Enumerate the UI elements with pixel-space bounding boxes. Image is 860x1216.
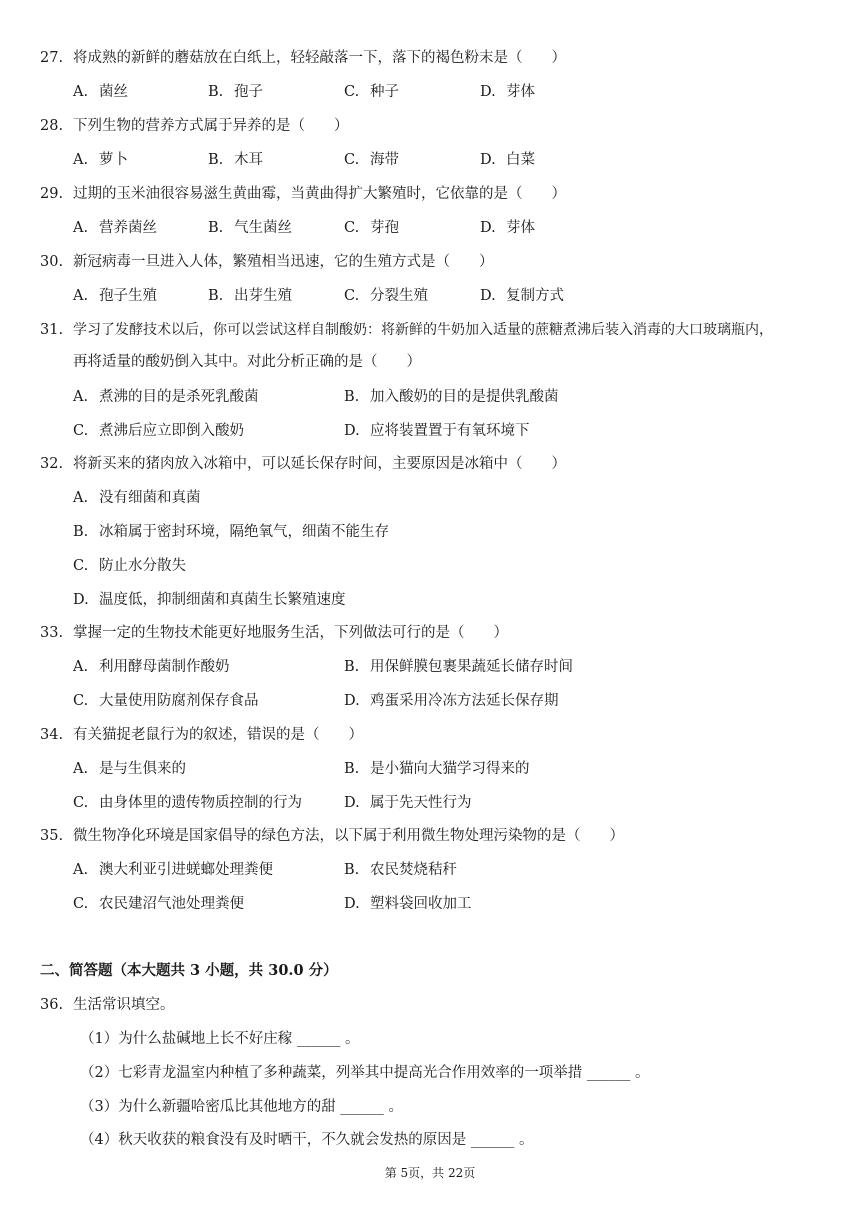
question-text: 下列生物的营养方式属于异养的是（ ）: [73, 118, 349, 134]
options-row: [0, 385, 860, 409]
options-row: [0, 520, 860, 544]
question-text: 学习了发酵技术以后，你可以尝试这样自制酸奶：将新鲜的牛奶加入适量的蔗糖煮沸后装入消毒的大口玻璃瓶内，: [73, 322, 773, 338]
sub-question-1: （1）为什么盐碱地上长不好庄稼 ______ 。: [80, 1031, 360, 1047]
option-a: A. 煮沸的目的是杀死乳酸菌: [73, 389, 259, 405]
option-b: B. 出芽生殖: [208, 288, 292, 304]
option-b: B. 加入酸奶的目的是提供乳酸菌: [344, 389, 559, 405]
question-number: 29.: [40, 186, 64, 202]
sub-question: [0, 1128, 860, 1152]
section-heading: [0, 959, 860, 983]
question-32: [0, 452, 860, 476]
option-d: D. 白菜: [480, 152, 535, 168]
option-c: C. 分裂生殖: [344, 288, 428, 304]
option-c: C. 由身体里的遗传物质控制的行为: [73, 795, 302, 811]
page-footer: 第 5页，共 22页: [384, 1166, 476, 1180]
option-d: D. 塑料袋回收加工: [344, 896, 472, 912]
section-title: 二、简答题（本大题共 3 小题，共 30.0 分）: [40, 962, 338, 979]
question-text: 有关猫捉老鼠行为的叙述，错误的是（ ）: [73, 727, 363, 743]
sub-question-3: （3）为什么新疆哈密瓜比其他地方的甜 ______ 。: [80, 1099, 403, 1115]
options-row: [0, 892, 860, 916]
options-row: [0, 284, 860, 308]
question-number: 27.: [40, 50, 64, 66]
question-29: [0, 182, 860, 206]
option-d: D. 复制方式: [480, 288, 564, 304]
option-b: B. 木耳: [208, 152, 263, 168]
options-row: [0, 791, 860, 815]
sub-question-2: （2）七彩青龙温室内种植了多种蔬菜，列举其中提高光合作用效率的一项举措 ______ 。: [80, 1065, 650, 1081]
options-row: [0, 689, 860, 713]
option-c: C. 芽孢: [344, 220, 399, 236]
question-text: 过期的玉米油很容易滋生黄曲霉，当黄曲得扩大繁殖时，它依靠的是（ ）: [73, 186, 566, 202]
options-row: [0, 80, 860, 104]
option-a: A. 澳大利亚引进蜣螂处理粪便: [73, 862, 273, 878]
question-number: 30.: [40, 254, 64, 270]
question-36: [0, 993, 860, 1017]
sub-question-4: （4）秋天收获的粮食没有及时晒干，不久就会发热的原因是 ______ 。: [80, 1132, 534, 1148]
question-text: 掌握一定的生物技术能更好地服务生活，下列做法可行的是（ ）: [73, 625, 508, 641]
option-d: D. 属于先天性行为: [344, 795, 472, 811]
option-a: A. 是与生俱来的: [73, 761, 186, 777]
option-d: D. 应将装置置于有氧环境下: [344, 423, 530, 439]
option-d: D. 芽体: [480, 220, 535, 236]
question-28: [0, 114, 860, 138]
options-row: [0, 757, 860, 781]
question-34: [0, 723, 860, 747]
question-number: 28.: [40, 118, 64, 134]
question-30: [0, 250, 860, 274]
question-33: [0, 621, 860, 645]
question-number: 34.: [40, 727, 64, 743]
sub-question: [0, 1095, 860, 1119]
option-c: C. 煮沸后应立即倒入酸奶: [73, 423, 244, 439]
option-b: B. 用保鲜膜包裹果蔬延长储存时间: [344, 659, 573, 675]
options-row: [0, 858, 860, 882]
option-a: A. 没有细菌和真菌: [73, 490, 201, 506]
sub-question: [0, 1027, 860, 1051]
question-text: 新冠病毒一旦进入人体，繁殖相当迅速，它的生殖方式是（ ）: [73, 254, 494, 270]
option-b: B. 孢子: [208, 84, 263, 100]
question-number: 35.: [40, 828, 64, 844]
option-b: B. 气生菌丝: [208, 220, 292, 236]
sub-question: [0, 1061, 860, 1085]
options-row: [0, 554, 860, 578]
options-row: [0, 655, 860, 679]
option-c: C. 农民建沼气池处理粪便: [73, 896, 244, 912]
option-c: C. 种子: [344, 84, 399, 100]
question-text-continued: 再将适量的酸奶倒入其中。对此分析正确的是（ ）: [73, 354, 421, 370]
question-31-continued: [0, 350, 860, 374]
option-d: D. 鸡蛋采用冷冻方法延长保存期: [344, 693, 559, 709]
question-number: 33.: [40, 625, 64, 641]
option-b: B. 农民焚烧秸秆: [344, 862, 457, 878]
option-a: A. 孢子生殖: [73, 288, 157, 304]
option-c: C. 大量使用防腐剂保存食品: [73, 693, 259, 709]
question-27: [0, 46, 860, 70]
options-row: [0, 216, 860, 240]
option-d: D. 温度低，抑制细菌和真菌生长繁殖速度: [73, 592, 346, 608]
option-c: C. 海带: [344, 152, 399, 168]
option-a: A. 菌丝: [73, 84, 128, 100]
question-text: 生活常识填空。: [73, 997, 175, 1013]
question-number: 31.: [40, 322, 64, 338]
option-d: D. 芽体: [480, 84, 535, 100]
question-number: 32.: [40, 456, 64, 472]
question-35: [0, 824, 860, 848]
option-a: A. 营养菌丝: [73, 220, 157, 236]
options-row: [0, 419, 860, 443]
option-a: A. 利用酵母菌制作酸奶: [73, 659, 230, 675]
options-row: [0, 588, 860, 612]
option-a: A. 萝卜: [73, 152, 128, 168]
options-row: [0, 148, 860, 172]
question-text: 将新买来的猪肉放入冰箱中，可以延长保存时间，主要原因是冰箱中（ ）: [73, 456, 566, 472]
question-number: 36.: [40, 997, 64, 1013]
question-31: [0, 318, 860, 342]
question-text: 将成熟的新鲜的蘑菇放在白纸上，轻轻敲落一下，落下的褐色粉末是（ ）: [73, 50, 566, 66]
question-text: 微生物净化环境是国家倡导的绿色方法，以下属于利用微生物处理污染物的是（ ）: [73, 828, 624, 844]
option-c: C. 防止水分散失: [73, 558, 186, 574]
option-b: B. 冰箱属于密封环境，隔绝氧气，细菌不能生存: [73, 524, 389, 540]
options-row: [0, 486, 860, 510]
option-b: B. 是小猫向大猫学习得来的: [344, 761, 530, 777]
